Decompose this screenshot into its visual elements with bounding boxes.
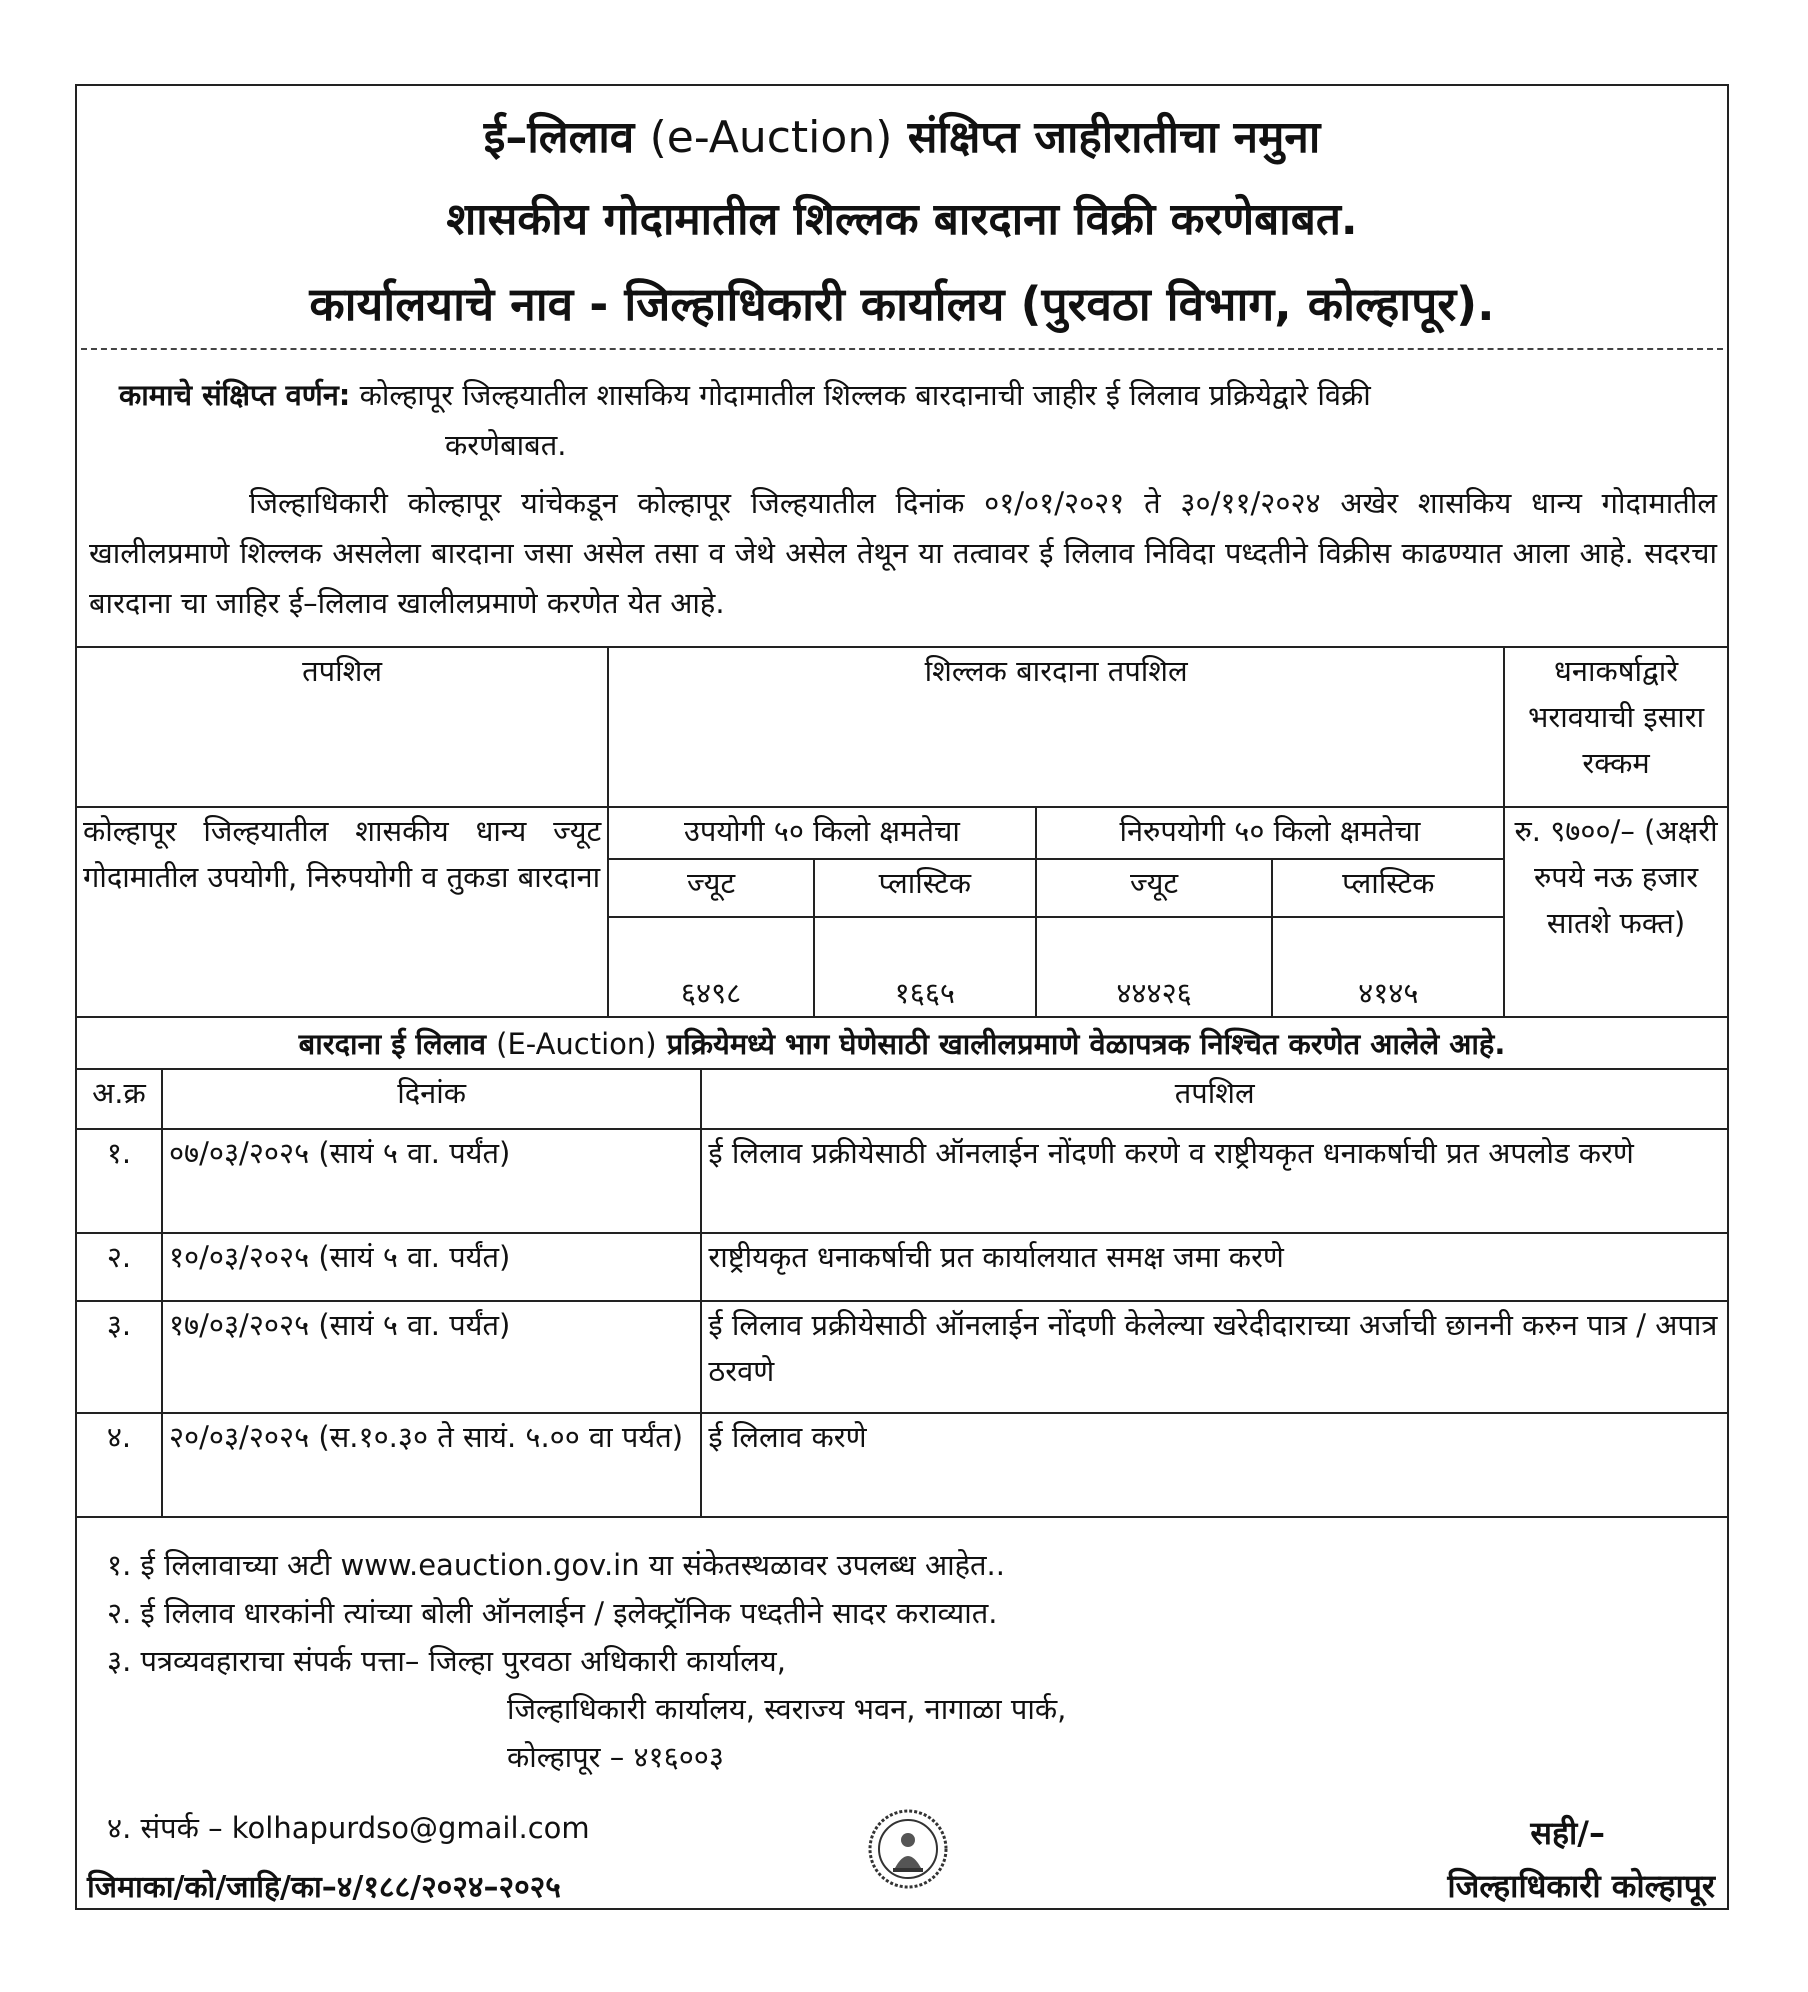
schedule-row: [76, 1233, 1728, 1301]
usable-plastic-value: १६६५: [814, 917, 1036, 1017]
usable-plastic-header: प्लास्टिक: [814, 859, 1036, 917]
reference-number: जिमाका/को/जाहि/का–४/१८८/२०२४–२०२५: [87, 1870, 561, 1905]
dashed-divider: [81, 348, 1723, 350]
schedule-row-no: १.: [76, 1129, 162, 1233]
stock-header-details: तपशिल: [76, 647, 608, 807]
title-latin: (e-Auction): [649, 112, 893, 163]
description-text-line1: कोल्हापूर जिल्हयातील शासकिय गोदामातील शिल्लक बारदानाची जाहीर ई लिलाव प्रक्रियेद्वारे विक्री: [359, 378, 1371, 412]
notes-list: [107, 1541, 1066, 1781]
note-terms: १. ई लिलावाच्या अटी www.eauction.gov.in या संकेतस्थळावर उपलब्ध आहेत..: [107, 1548, 1005, 1582]
government-seal-icon: [867, 1808, 949, 1890]
stock-header-bardana: शिल्लक बारदाना तपशिल: [608, 647, 1504, 807]
schedule-row-no: २.: [76, 1233, 162, 1301]
description-label: कामाचे संक्षिप्त वर्णन:: [119, 378, 351, 412]
schedule-row-no: ३.: [76, 1301, 162, 1413]
usable-jute-header: ज्यूट: [608, 859, 814, 917]
title: [77, 108, 1727, 168]
unusable-header: निरुपयोगी ५० किलो क्षमतेचा: [1036, 807, 1504, 859]
stock-details-cell: कोल्हापूर जिल्हयातील शासकीय धान्य ज्यूट गोदामातील उपयोगी, निरुपयोगी व तुकडा बारदाना: [76, 807, 608, 1017]
schedule-notice-part1: बारदाना ई लिलाव: [298, 1027, 487, 1061]
stock-table: [75, 646, 1729, 1018]
schedule-row-date: २०/०३/२०२५ (स.१०.३० ते सायं. ५.०० वा पर्यंत): [162, 1413, 701, 1517]
usable-jute-value: ६४९८: [608, 917, 814, 1017]
schedule-notice-part2: प्रक्रियेमध्ये भाग घेणेसाठी खालीलप्रमाणे वेळापत्रक निश्चित करणेत आलेले आहे.: [666, 1027, 1506, 1061]
address-line2: कोल्हापूर – ४१६००३: [507, 1740, 724, 1774]
intro-paragraph: जिल्हाधिकारी कोल्हापूर यांचेकडून कोल्हापूर जिल्हयातील दिनांक ०१/०१/२०२१ ते ३०/११/२०२४ अखेर शासकिय धान्य गोदामातील खालीलप्रमाणे शिल्लक असलेला बारदाना जसा असेल तसा व जेथे असेल तेथून या तत्वावर ई लिलाव निविदा पध्दतीने विक्रीस काढण्यात आला आहे. सदरचा बारदाना चा जाहिर ई–लिलाव खालीलप्रमाणे करणेत येत आहे.: [89, 486, 1717, 620]
usable-header: उपयोगी ५० किलो क्षमतेचा: [608, 807, 1036, 859]
schedule-row-date: १०/०३/२०२५ (सायं ५ वा. पर्यंत): [162, 1233, 701, 1301]
schedule-row: [76, 1301, 1728, 1413]
schedule-row-detail: ई लिलाव प्रक्रीयेसाठी ऑनलाईन नोंदणी करणे व राष्ट्रीयकृत धनाकर्षाची प्रत अपलोड करणे: [701, 1129, 1728, 1233]
schedule-row: [76, 1413, 1728, 1517]
schedule-row-detail: ई लिलाव प्रक्रीयेसाठी ऑनलाईन नोंदणी केलेल्या खरेदीदाराच्या अर्जाची छाननी करुन पात्र / अपात्र ठरवणे: [701, 1301, 1728, 1413]
schedule-header-date: दिनांक: [162, 1069, 701, 1129]
advertisement-frame: [75, 84, 1729, 1910]
unusable-jute-value: ४४४२६: [1036, 917, 1273, 1017]
note-bids: २. ई लिलाव धारकांनी त्यांच्या बोली ऑनलाईन / इलेक्ट्रॉनिक पध्दतीने सादर कराव्यात.: [107, 1596, 998, 1630]
title-part2: संक्षिप्त जाहीरातीचा नमुना: [907, 112, 1321, 163]
schedule-notice: [77, 1016, 1727, 1070]
note-address: ३. पत्रव्यवहाराचा संपर्क पत्ता– जिल्हा पुरवठा अधिकारी कार्यालय,: [107, 1644, 786, 1678]
stock-header-amount: धनाकर्षाद्वारे भरावयाची इसारा रक्कम: [1504, 647, 1728, 807]
unusable-plastic-header: प्लास्टिक: [1272, 859, 1504, 917]
schedule-header-detail: तपशिल: [701, 1069, 1728, 1129]
deposit-amount-cell: रु. ९७००/– (अक्षरी रुपये नऊ हजार सातशे फक्त): [1504, 807, 1728, 1017]
schedule-row-no: ४.: [76, 1413, 162, 1517]
unusable-jute-header: ज्यूट: [1036, 859, 1273, 917]
signatory-name: जिल्हाधिकारी कोल्हापूर: [1447, 1867, 1715, 1905]
schedule-row-date: ०७/०३/२०२५ (सायं ५ वा. पर्यंत): [162, 1129, 701, 1233]
title-part1: ई–लिलाव: [483, 112, 635, 163]
description-text-line2: करणेबाबत.: [445, 428, 567, 462]
schedule-row-detail: राष्ट्रीयकृत धनाकर्षाची प्रत कार्यालयात समक्ष जमा करणे: [701, 1233, 1728, 1301]
schedule-row-detail: ई लिलाव करणे: [701, 1413, 1728, 1517]
signature-mark: सही/–: [1530, 1814, 1605, 1852]
schedule-row: [76, 1129, 1728, 1233]
address-line1: जिल्हाधिकारी कार्यालय, स्वराज्य भवन, नागाळा पार्क,: [507, 1692, 1067, 1726]
schedule-table: [75, 1068, 1729, 1518]
schedule-row-date: १७/०३/२०२५ (सायं ५ वा. पर्यंत): [162, 1301, 701, 1413]
note-contact: ४. संपर्क – kolhapurdso@gmail.com: [107, 1811, 590, 1845]
work-description: [119, 370, 1667, 470]
subtitle: शासकीय गोदामातील शिल्लक बारदाना विक्री करणेबाबत.: [446, 194, 1358, 245]
schedule-notice-latin: (E-Auction): [496, 1027, 657, 1061]
unusable-plastic-value: ४१४५: [1272, 917, 1504, 1017]
schedule-header-no: अ.क्र: [76, 1069, 162, 1129]
office-name: कार्यालयाचे नाव - जिल्हाधिकारी कार्यालय (पुरवठा विभाग, कोल्हापूर).: [309, 277, 1495, 331]
